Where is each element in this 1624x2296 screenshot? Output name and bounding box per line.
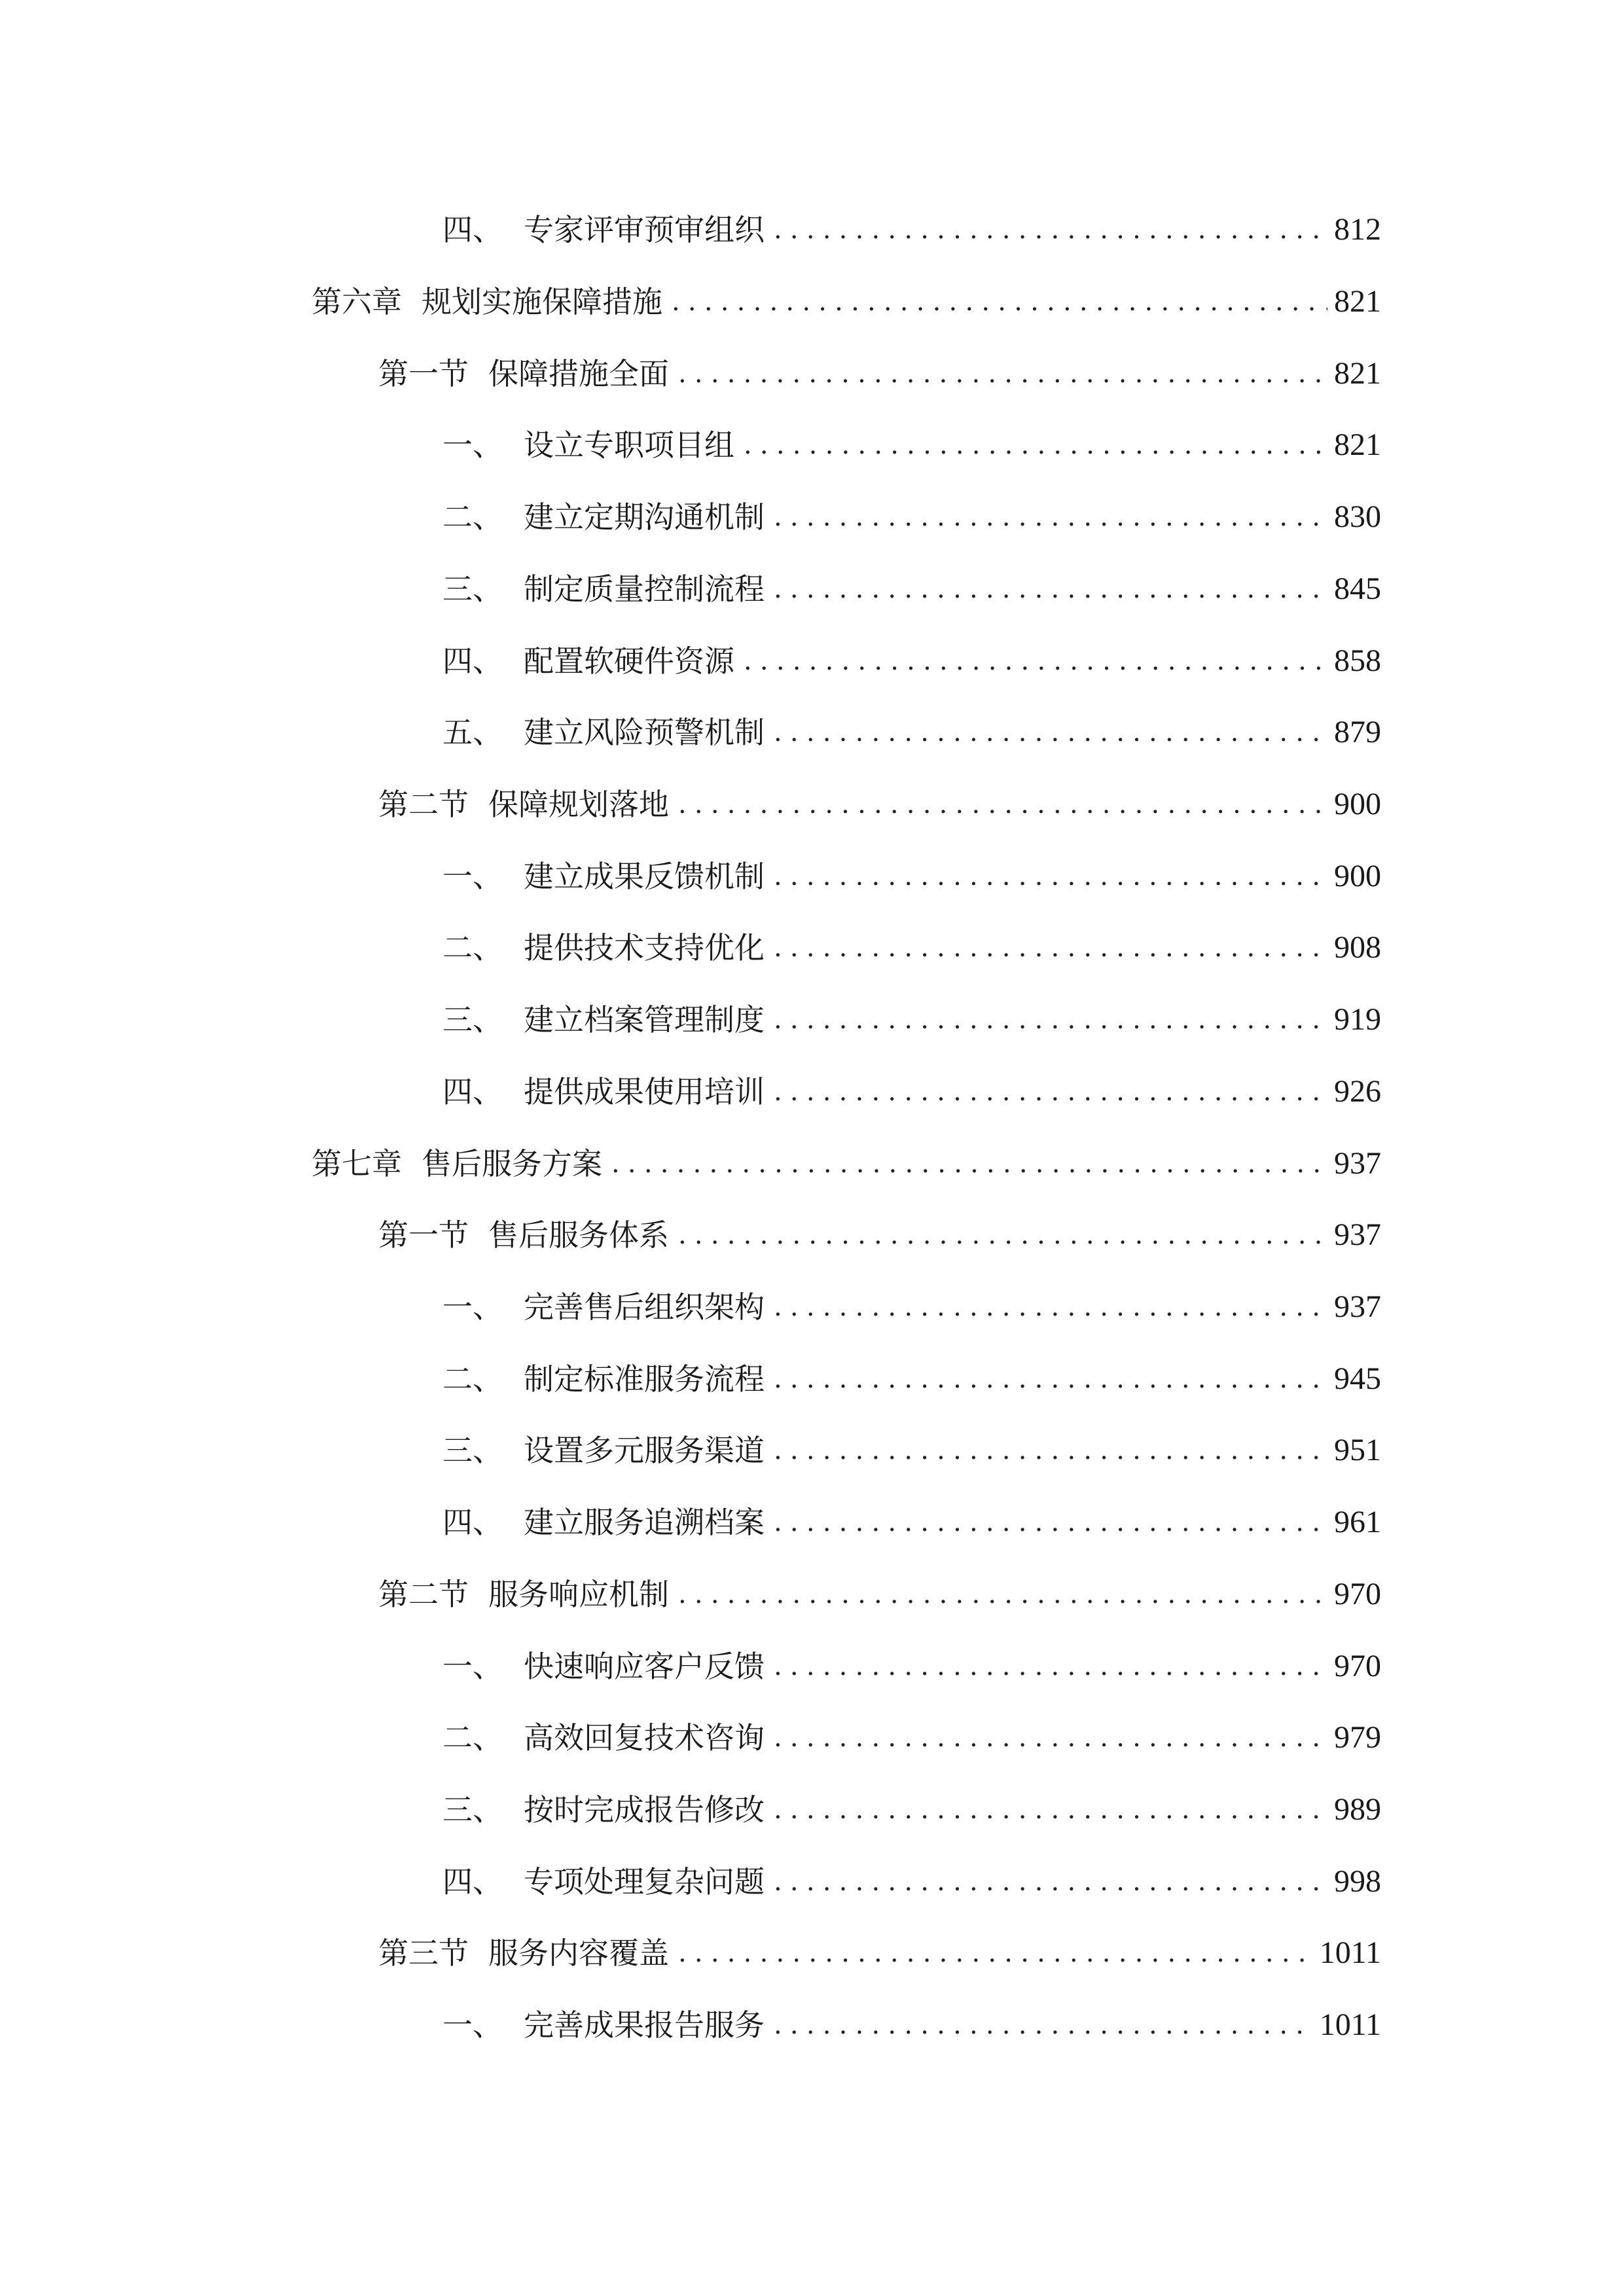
toc-entry-title: 服务响应机制	[488, 1577, 669, 1612]
toc-entry-title: 建立档案管理制度	[524, 1002, 765, 1037]
toc-entry-title: 设置多元服务渠道	[524, 1433, 765, 1468]
toc-entry-title: 建立风险预警机制	[524, 715, 765, 750]
toc-entry-title: 完善售后组织架构	[524, 1289, 765, 1325]
dot-leader	[774, 504, 1327, 530]
toc-entry-title: 保障措施全面	[488, 356, 669, 391]
toc-entry-title: 规划实施保障措施	[422, 284, 662, 319]
toc-entry-page-number: 919	[1334, 1002, 1381, 1037]
toc-entry-page-number: 1011	[1319, 2007, 1381, 2042]
dot-leader	[774, 1007, 1327, 1033]
toc-entry-page-number: 821	[1334, 427, 1381, 462]
toc-entry-page-number: 951	[1334, 1433, 1381, 1467]
toc-entry[interactable]	[442, 912, 1381, 984]
toc-entry-page-number: 821	[1334, 284, 1381, 319]
toc-entry-prefix: 第一节	[378, 356, 469, 391]
toc-entry-prefix: 一、	[442, 1289, 503, 1325]
toc-entry-title: 快速响应客户反馈	[524, 1649, 765, 1684]
dot-leader	[774, 1366, 1327, 1392]
toc-entry[interactable]	[442, 1271, 1381, 1343]
dot-leader	[774, 1869, 1327, 1895]
dot-leader	[774, 2012, 1313, 2038]
toc-entry[interactable]	[442, 1056, 1381, 1128]
toc-entry-page-number: 1011	[1319, 1935, 1381, 1970]
toc-entry[interactable]	[378, 1917, 1381, 1989]
toc-entry-prefix: 四、	[442, 1864, 503, 1899]
dot-leader	[678, 1940, 1313, 1966]
toc-entry[interactable]	[442, 1343, 1381, 1415]
toc-entry[interactable]	[378, 1558, 1381, 1630]
dot-leader	[678, 791, 1327, 817]
toc-entry-title: 提供成果使用培训	[524, 1074, 765, 1109]
toc-entry[interactable]	[442, 553, 1381, 625]
toc-entry-prefix: 四、	[442, 1505, 503, 1540]
dot-leader	[774, 719, 1327, 745]
toc-entry[interactable]	[442, 1414, 1381, 1486]
toc-entry-page-number: 900	[1334, 787, 1381, 821]
toc-entry[interactable]	[442, 409, 1381, 481]
dot-leader	[774, 935, 1327, 961]
toc-entry-prefix: 一、	[442, 2007, 503, 2043]
toc-entry-page-number: 989	[1334, 1792, 1381, 1827]
toc-entry-page-number: 961	[1334, 1505, 1381, 1539]
toc-entry-title: 制定标准服务流程	[524, 1361, 765, 1397]
toc-entry[interactable]	[442, 194, 1381, 266]
toc-entry[interactable]	[378, 1199, 1381, 1271]
toc-entry-page-number: 900	[1334, 859, 1381, 893]
toc-entry[interactable]	[442, 1774, 1381, 1846]
toc-entry-page-number: 979	[1334, 1720, 1381, 1755]
dot-leader	[774, 1725, 1327, 1751]
toc-entry-prefix: 第三节	[378, 1935, 469, 1971]
toc-entry-title: 完善成果报告服务	[524, 2007, 765, 2043]
toc-entry-page-number: 998	[1334, 1864, 1381, 1899]
toc-entry-page-number: 879	[1334, 715, 1381, 749]
toc-entry-prefix: 四、	[442, 643, 503, 679]
toc-entry-page-number: 970	[1334, 1577, 1381, 1611]
toc-entry-prefix: 第七章	[312, 1146, 402, 1181]
dot-leader	[774, 1797, 1327, 1823]
toc-entry-prefix: 二、	[442, 1720, 503, 1755]
toc-entry[interactable]	[442, 840, 1381, 912]
toc-entry-title: 提供技术支持优化	[524, 930, 765, 965]
dot-leader	[774, 217, 1327, 243]
dot-leader	[678, 1222, 1327, 1248]
toc-entry-page-number: 945	[1334, 1361, 1381, 1396]
dot-leader	[672, 289, 1327, 315]
toc-entry-prefix: 三、	[442, 1002, 503, 1037]
toc-entry[interactable]	[442, 696, 1381, 768]
dot-leader	[744, 648, 1327, 674]
toc-entry-prefix: 三、	[442, 571, 503, 607]
toc-entry-title: 建立定期沟通机制	[524, 499, 765, 535]
toc-entry-title: 制定质量控制流程	[524, 571, 765, 607]
toc-entry-title: 建立成果反馈机制	[524, 859, 765, 894]
toc-entry-prefix: 二、	[442, 499, 503, 535]
toc-entry-prefix: 第二节	[378, 1577, 469, 1612]
toc-entry-prefix: 四、	[442, 212, 503, 247]
dot-leader	[744, 432, 1327, 458]
toc-entry-prefix: 二、	[442, 930, 503, 965]
toc-entry-prefix: 一、	[442, 859, 503, 894]
toc-entry-title: 保障规划落地	[488, 787, 669, 822]
toc-entry[interactable]	[442, 984, 1381, 1056]
toc-entry[interactable]	[378, 768, 1381, 840]
toc-entry-page-number: 937	[1334, 1217, 1381, 1252]
dot-leader	[774, 1653, 1327, 1679]
toc-entry-prefix: 第二节	[378, 787, 469, 822]
toc-entry[interactable]	[312, 266, 1381, 338]
toc-entry-title: 专家评审预审组织	[524, 212, 765, 247]
toc-entry-title: 按时完成报告修改	[524, 1792, 765, 1827]
toc-entry-title: 设立专职项目组	[524, 427, 734, 463]
dot-leader	[774, 863, 1327, 889]
toc-entry[interactable]	[442, 1702, 1381, 1774]
toc-entry-page-number: 908	[1334, 930, 1381, 965]
toc-entry-page-number: 926	[1334, 1074, 1381, 1109]
toc-entry-prefix: 三、	[442, 1433, 503, 1468]
dot-leader	[774, 1509, 1327, 1535]
dot-leader	[774, 576, 1327, 602]
toc-entry[interactable]	[442, 625, 1381, 697]
toc-entry[interactable]	[442, 481, 1381, 553]
toc-entry[interactable]	[442, 1486, 1381, 1558]
toc-entry-page-number: 970	[1334, 1649, 1381, 1683]
toc-entry-page-number: 858	[1334, 643, 1381, 678]
dot-leader	[774, 1079, 1327, 1105]
toc-entry-page-number: 830	[1334, 499, 1381, 534]
dot-leader	[678, 1581, 1327, 1607]
toc-entry-prefix: 五、	[442, 715, 503, 750]
toc-entry-page-number: 937	[1334, 1289, 1381, 1324]
dot-leader	[678, 361, 1327, 387]
toc-entry-prefix: 第六章	[312, 284, 402, 319]
toc-entry-title: 配置软硬件资源	[524, 643, 734, 679]
toc-entry-title: 售后服务体系	[488, 1217, 669, 1253]
toc-entry-page-number: 821	[1334, 356, 1381, 391]
toc-entry[interactable]	[312, 1128, 1381, 1200]
toc-entry-prefix: 二、	[442, 1361, 503, 1397]
dot-leader	[774, 1294, 1327, 1320]
toc-entry[interactable]	[378, 338, 1381, 410]
toc-entry[interactable]	[442, 1630, 1381, 1702]
toc-entry[interactable]	[442, 1989, 1381, 2061]
toc-entry-prefix: 第一节	[378, 1217, 469, 1253]
toc-entry-title: 服务内容覆盖	[488, 1935, 669, 1971]
toc-entry-prefix: 三、	[442, 1792, 503, 1827]
toc-entry-prefix: 四、	[442, 1074, 503, 1109]
toc-entry-title: 专项处理复杂问题	[524, 1864, 765, 1899]
toc-entry-title: 建立服务追溯档案	[524, 1505, 765, 1540]
toc-entry-prefix: 一、	[442, 1649, 503, 1684]
toc-entry-title: 售后服务方案	[422, 1146, 602, 1181]
toc-entry-page-number: 812	[1334, 212, 1381, 247]
dot-leader	[774, 1437, 1327, 1463]
toc-entry-page-number: 937	[1334, 1146, 1381, 1181]
toc-entry-prefix: 一、	[442, 427, 503, 463]
toc-entry-page-number: 845	[1334, 571, 1381, 606]
toc-entry-title: 高效回复技术咨询	[524, 1720, 765, 1755]
dot-leader	[611, 1151, 1327, 1177]
toc-entry[interactable]	[442, 1846, 1381, 1918]
